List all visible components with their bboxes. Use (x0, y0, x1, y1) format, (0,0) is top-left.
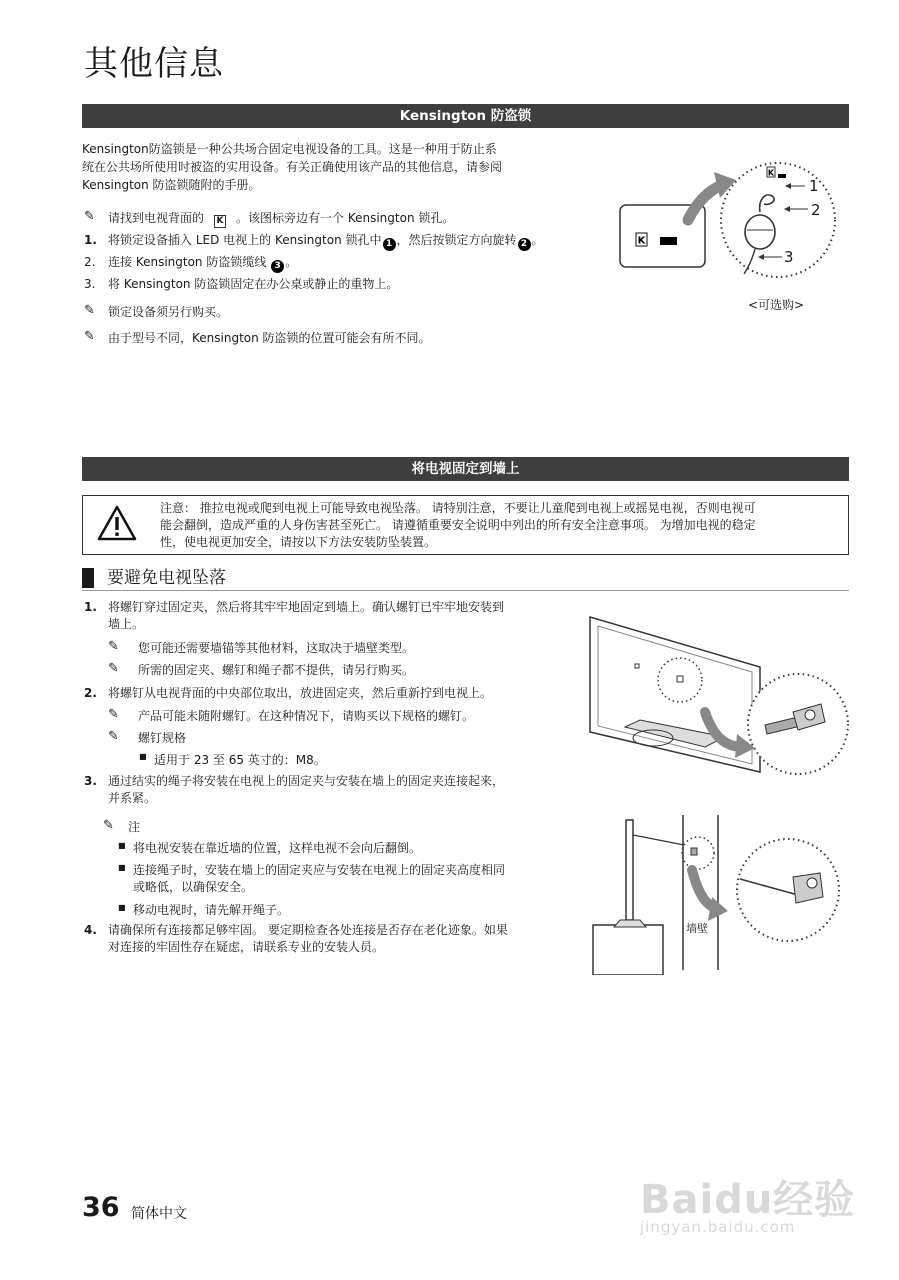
caution-line: 注意： 推拉电视或爬到电视上可能导致电视坠落。 请特别注意，不要让儿童爬到电视上或摇晃电视，否则电视可 (160, 501, 756, 515)
step-number: 2. (84, 255, 96, 269)
step-number: 3. (84, 277, 96, 291)
subheading-marker (82, 568, 94, 588)
wall-label: 墙壁 (686, 922, 708, 935)
pencil-note-icon: ✎ (108, 639, 119, 654)
bullet-icon: ■ (118, 903, 126, 912)
kensington-step-2: 连接 Kensington 防盗锁缆线 3 。 (108, 255, 298, 271)
pencil-note-icon: ✎ (84, 209, 95, 224)
note-label: 注 (128, 820, 141, 834)
circle-number-2-icon: 2 (518, 238, 531, 251)
step-number: 2. (84, 686, 97, 700)
note-screw-spec: 螺钉规格 (138, 731, 187, 745)
wall-step-4-line: 对连接的牢固性存在疑虑，请联系专业的安装人员。 (108, 940, 385, 954)
note-bullet-near-wall: 将电视安装在靠近墙的位置，这样电视不会向后翻倒。 (133, 841, 422, 855)
section-header-wall-mount: 将电视固定到墙上 (82, 457, 849, 481)
note-bullet-height-cont: 或略低，以确保安全。 (133, 880, 254, 894)
caution-line: 能会翻倒，造成严重的人身伤害甚至死亡。 请遵循重要安全说明中列出的所有安全注意事项。 为增加电视的稳定 (160, 518, 756, 532)
subheading-text: 要避免电视坠落 (107, 568, 226, 588)
pencil-note-icon: ✎ (103, 818, 114, 833)
pencil-note-icon: ✎ (108, 661, 119, 676)
step-number: 4. (84, 923, 97, 937)
note-location-varies: 由于型号不同，Kensington 防盗锁的位置可能会有所不同。 (108, 331, 431, 345)
circle-number-1-icon: 1 (383, 238, 396, 251)
intro-line: Kensington 防盗锁随附的手册。 (82, 178, 261, 192)
svg-text:K: K (637, 235, 646, 247)
note-bullet-untie: 移动电视时，请先解开绳子。 (133, 903, 290, 917)
wall-step-1-line: 将螺钉穿过固定夹，然后将其牢牢地固定到墙上。确认螺钉已牢牢地安装到 (108, 600, 505, 614)
wall-step-2: 将螺钉从电视背面的中央部位取出，放进固定夹，然后重新拧到电视上。 (108, 686, 493, 700)
optional-purchase-label: <可选购> (748, 298, 805, 312)
page-title: 其他信息 (84, 44, 224, 84)
bullet-icon: ■ (139, 752, 147, 761)
page-number: 36 (82, 1192, 120, 1223)
note-parts-not-supplied: 所需的固定夹、螺钉和绳子都不提供，请另行购买。 (138, 663, 415, 677)
tv-back-bracket-illustration (585, 612, 849, 782)
note-bullet-height: 连接绳子时，安装在墙上的固定夹应与安装在电视上的固定夹高度相同 (133, 863, 506, 877)
caution-text (160, 500, 840, 551)
pencil-note-icon: ✎ (108, 707, 119, 722)
kensington-lock-illustration (610, 150, 850, 295)
pencil-note-icon: ✎ (84, 303, 95, 318)
kensington-symbol-icon: K (214, 215, 226, 228)
screw-spec-bullet: 适用于 23 至 65 英寸的：M8。 (154, 753, 326, 767)
svg-text:K: K (767, 168, 775, 178)
kensington-intro (82, 140, 582, 194)
wall-step-3-line: 通过结实的绳子将安装在电视上的固定夹与安装在墙上的固定夹连接起来， (108, 774, 505, 788)
callout-2-label: 2 (811, 201, 821, 219)
baidu-watermark-logo: Baidu经验 (640, 1177, 856, 1223)
note-screw-not-included: 产品可能未随附螺钉。在这种情况下，请购买以下规格的螺钉。 (138, 709, 475, 723)
warning-triangle-icon (97, 505, 137, 541)
wall-tether-illustration (588, 815, 849, 975)
subheading-prevent-fall (82, 566, 849, 591)
note-purchase-lock: 锁定设备须另行购买。 (108, 305, 229, 319)
step-number: 1. (84, 600, 97, 614)
intro-line: Kensington防盗锁是一种公共场合固定电视设备的工具。这是一种用于防止系 (82, 142, 497, 156)
pencil-note-icon: ✎ (84, 329, 95, 344)
caution-line: 性，使电视更加安全，请按以下方法安装防坠装置。 (160, 535, 437, 549)
baidu-watermark-url: jingyan.baidu.com (640, 1218, 796, 1236)
wall-step-4-line: 请确保所有连接都足够牢固。 要定期检查各处连接是否存在老化迹象。如果 (108, 923, 508, 937)
bullet-icon: ■ (118, 863, 126, 872)
section-header-kensington: Kensington 防盗锁 (82, 104, 849, 128)
callout-3-label: 3 (784, 248, 794, 266)
note-find-symbol: 请找到电视背面的 K 。该图标旁边有一个 Kensington 锁孔。 (108, 211, 455, 226)
intro-line: 统在公共场所使用时被盗的实用设备。有关正确使用该产品的其他信息，请参阅 (82, 160, 503, 174)
step-number: 1. (84, 233, 97, 247)
pencil-note-icon: ✎ (108, 729, 119, 744)
kensington-step-3: 将 Kensington 防盗锁固定在办公桌或静止的重物上。 (108, 277, 399, 291)
callout-1-label: 1 (809, 177, 819, 195)
wall-step-3-line: 并系紧。 (108, 791, 157, 805)
bullet-icon: ■ (118, 841, 126, 850)
step-number: 3. (84, 774, 97, 788)
circle-number-3-icon: 3 (271, 260, 284, 273)
note-wall-anchor: 您可能还需要墙锚等其他材料，这取决于墙壁类型。 (138, 641, 415, 655)
wall-step-1-line: 墙上。 (108, 617, 145, 631)
footer-language: 简体中文 (131, 1206, 187, 1222)
kensington-step-1: 将锁定设备插入 LED 电视上的 Kensington 锁孔中 1 ，然后按锁定方向旋转 2 。 (108, 233, 544, 249)
